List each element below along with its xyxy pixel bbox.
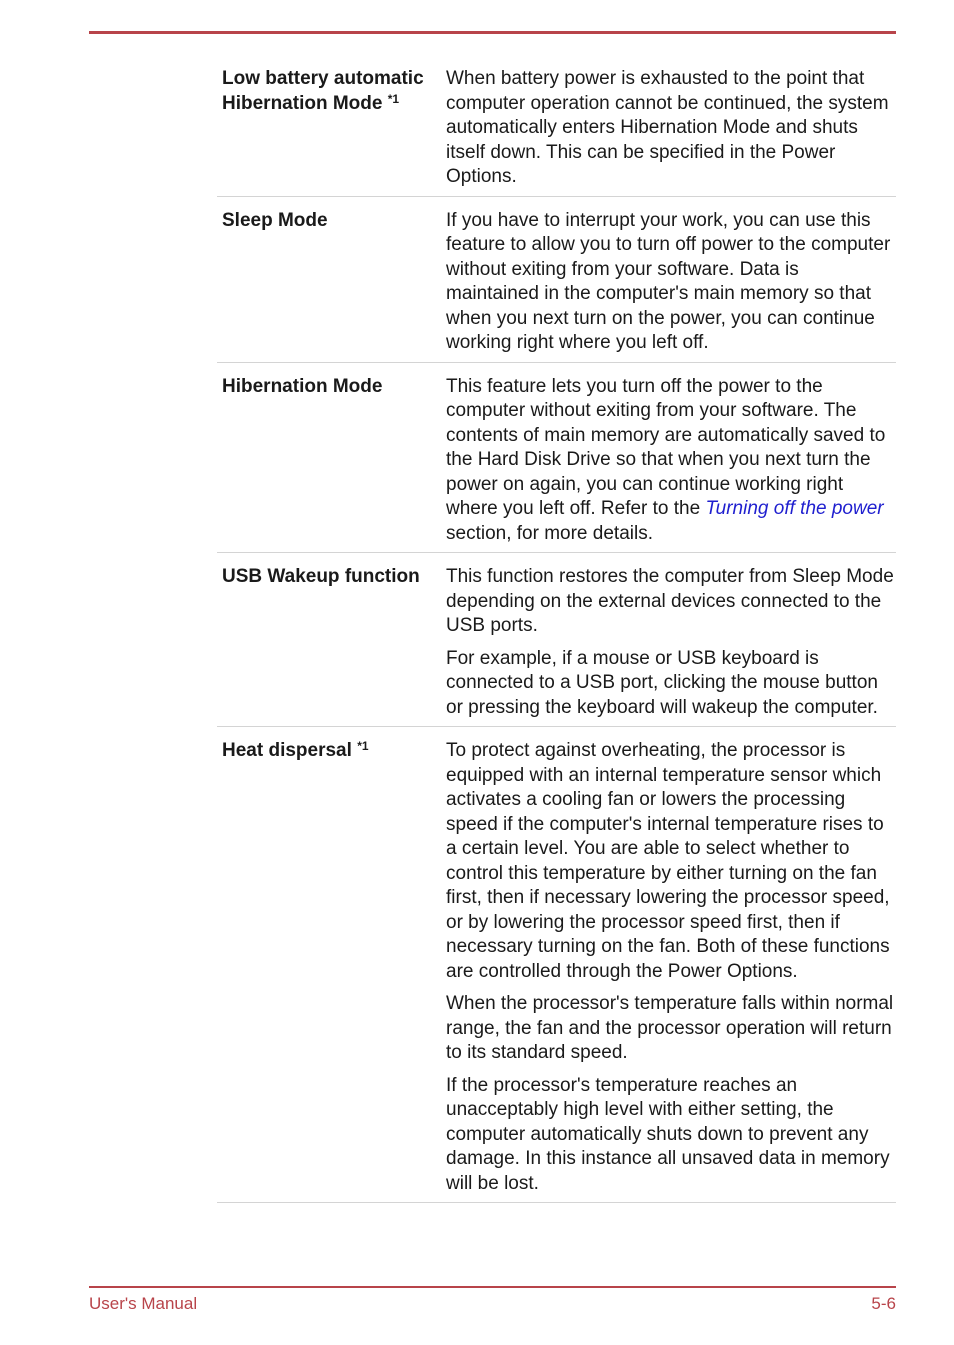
row-term — [217, 209, 441, 356]
term-text: Low battery automatic Hibernation Mode — [222, 68, 424, 114]
row-term — [217, 739, 441, 1196]
table-row — [217, 727, 896, 1203]
row-description — [441, 739, 896, 1196]
turning-off-the-power-link[interactable]: Turning off the power — [705, 498, 884, 519]
table-row — [217, 64, 896, 197]
description-paragraph: For example, if a mouse or USB keyboard is connected to a USB port, clicking the mouse button or pressing the keyboard will wakeup the computer. — [446, 647, 878, 718]
description-paragraph: When the processor's temperature falls within normal range, the fan and the processor operation will return to its standard speed. — [446, 993, 894, 1063]
footnote-marker: *1 — [357, 739, 369, 753]
row-term — [217, 67, 441, 190]
paragraph-text: section, for more details. — [446, 522, 653, 544]
description-paragraph: If you have to interrupt your work, you can use this feature to allow you to turn off power to the computer without exiting from your software. Data is maintained in the computer's main memory so that when you next turn on the power, you can continue working right where you left off. — [446, 209, 891, 353]
row-description — [441, 565, 896, 720]
table-row — [217, 553, 896, 727]
header-rule — [89, 31, 896, 34]
term-text: Hibernation Mode — [222, 375, 383, 397]
row-description — [441, 209, 896, 356]
feature-table — [217, 64, 896, 1203]
term-text: Sleep Mode — [222, 209, 328, 231]
row-description — [441, 67, 896, 190]
description-paragraph: If the processor's temperature reaches an unacceptably high level with either setting, the computer automatically shuts down to prevent any damage. In this instance all unsaved data in memory will be lost. — [446, 1074, 890, 1194]
description-paragraph — [446, 375, 896, 547]
footer-manual-title: User's Manual — [89, 1294, 198, 1313]
footer-rule — [89, 1286, 896, 1288]
row-description — [441, 375, 896, 547]
table-row — [217, 197, 896, 363]
footnote-marker: *1 — [387, 91, 400, 106]
row-term — [217, 565, 441, 720]
term-text: Heat dispersal — [222, 740, 352, 761]
term-text: USB Wakeup function — [222, 566, 420, 587]
table-row — [217, 363, 896, 554]
paragraph-text: This feature lets you turn off the power to the computer without exiting from your software. The contents of main memory are automatically saved to the Hard Disk Drive so that when you next turn the power on again, you can continue working right where you left off. Refer to the — [446, 375, 886, 519]
row-term — [217, 375, 441, 547]
footer-page-number: 5-6 — [871, 1294, 896, 1313]
description-paragraph: When battery power is exhausted to the point that computer operation cannot be continued, the system automatically enters Hibernation Mode and shuts itself down. This can be specified in the Power Options. — [446, 68, 889, 187]
description-paragraph: This function restores the computer from Sleep Mode depending on the external devices connected to the USB ports. — [446, 566, 894, 636]
description-paragraph: To protect against overheating, the processor is equipped with an internal temperature sensor which activates a cooling fan or lowers the processing speed if the computer's internal temperature rises to a certain level. You are able to select whether to control this temperature by either turning on the fan first, then if necessary lowering the processor speed, or by lowering the processor speed first, then if necessary turning on the fan. Both of these functions are controlled through the Power Options. — [446, 740, 890, 982]
